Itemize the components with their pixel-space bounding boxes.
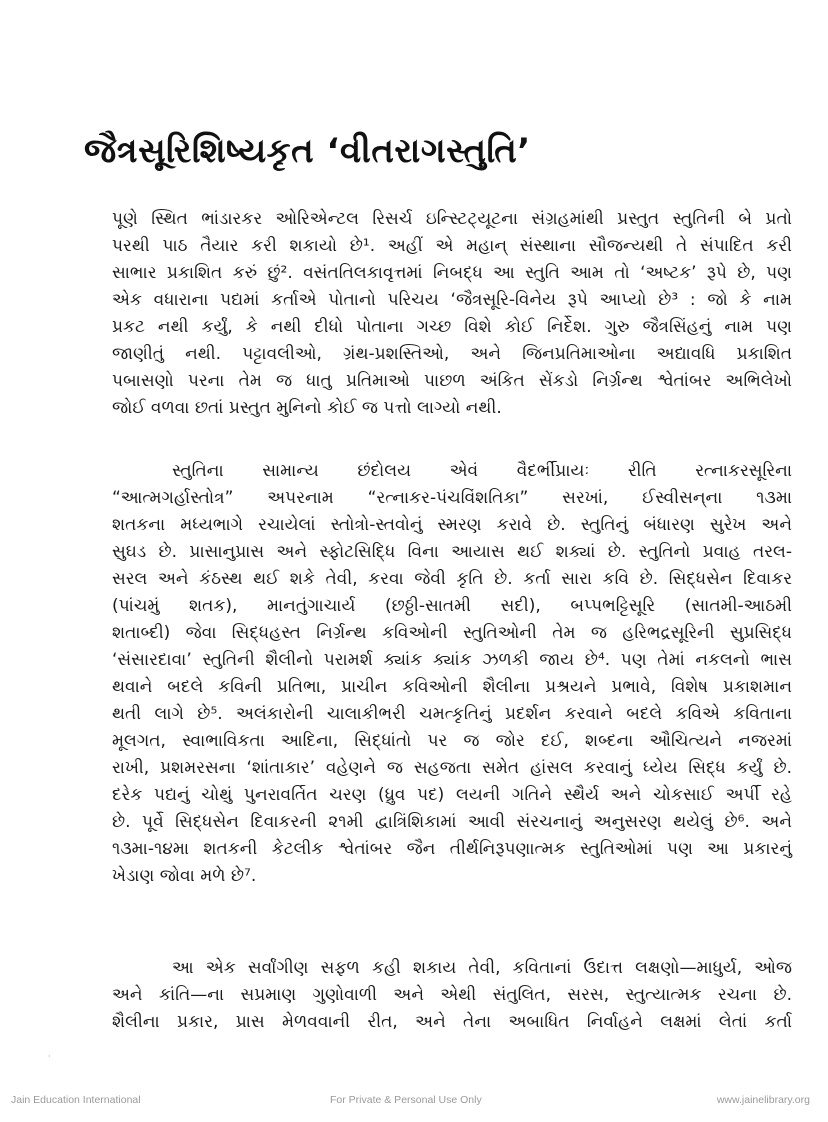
paragraph-2 — [112, 458, 792, 890]
text-line: એક વધારાના પદ્યમાં કર્તાએ પોતાનો પરિચય ‘જૈત્રસૂરિ-વિનેય રૂપે આપ્યો છે³ : જો કે નામ — [112, 290, 792, 310]
footer-publisher: Jain Education International — [11, 1094, 141, 1106]
text-line: સુઘડ છે. પ્રાસાનુપ્રાસ અને સ્ફોટસિદ્ધિ વિના આયાસ થઈ શક્યાં છે. સ્તુતિનો પ્રવાહ તરલ- — [112, 542, 792, 562]
text-line: શતકના મધ્યભાગે રચાયેલાં સ્તોત્રો-સ્તવોનું સ્મરણ કરાવે છે. સ્તુતિનું બંધારણ સુરેખ અને — [112, 515, 792, 535]
page-footer — [0, 1094, 828, 1114]
text-line: પૂણે સ્થિત ભાંડારકર ઓરિએન્ટલ રિસર્ચ ઇન્સ્ટિટ્યૂટના સંગ્રહમાંથી પ્રસ્તુત સ્તુતિની બે પ્રતો — [112, 209, 792, 229]
text-line: દરેક પદ્યનું ચોથું પુનરાવર્તિત ચરણ (ધ્રુવ પદ) લયની ગતિને સ્થૈર્ય અને ચોકસાઈ અર્પી રહે — [112, 785, 792, 805]
text-line: પરથી પાઠ તૈયાર કરી શકાયો છે¹. અહીં એ મહાન્ સંસ્થાના સૌજન્યથી તે સંપાદિત કરી — [112, 236, 792, 256]
text-line: ‘સંસારદાવા’ સ્તુતિની શૈલીનો પરામર્શ ક્યાંક ક્યાંક ઝળકી જાય છે⁴. પણ તેમાં નકલનો ભાસ — [112, 650, 792, 670]
text-line: પ્રકટ નથી કર્યું, કે નથી દીધો પોતાના ગચ્છ વિશે કોઈ નિર્દેશ. ગુરુ જૈત્રસિંહનું નામ પણ — [112, 317, 792, 337]
paragraph-1 — [112, 206, 792, 422]
footer-website-link[interactable]: www.jainelibrary.org — [716, 1094, 810, 1106]
text-line: જોઈ વળવા છતાં પ્રસ્તુત મુનિનો કોઈ જ પત્તો લાગ્યો નથી. — [112, 398, 502, 418]
text-line: છે. પૂર્વે સિદ્ધસેન દિવાકરની ૨૧મી દ્વાત્રિંશિકામાં આવી સંરચનાનું અનુસરણ થયેલું છે⁶. અને — [112, 812, 792, 832]
text-line: સાભાર પ્રકાશિત કરું છું². વસંતતિલકાવૃત્તમાં નિબદ્ધ આ સ્તુતિ આમ તો ‘અષ્ટક’ રૂપે છે, પણ — [112, 263, 792, 283]
text-line: મૂલગત, સ્વાભાવિકતા આદિના, સિદ્ધાંતો પર જ જોર દઈ, શબ્દના ઔચિત્યને નજરમાં — [112, 731, 792, 751]
text-line: આ એક સર્વાંગીણ સફળ કહી શકાય તેવી, કવિતાનાં ઉદાત્ત લક્ષણો—માધુર્ય, ઓજ — [172, 958, 792, 978]
text-line: શૈલીના પ્રકાર, પ્રાસ મેળવવાની રીત, અને તેના અબાધિત નિર્વાહને લક્ષમાં લેતાં કર્તા — [112, 1012, 792, 1032]
text-line: (પાંચમું શતક), માનતુંગાચાર્ય (છઠ્ઠી-સાતમી સદી), બપ્પભટ્ટિસૂરિ (સાતમી-આઠમી — [112, 596, 792, 616]
scan-speck: · — [48, 1052, 51, 1061]
text-line: શતાબ્દી) જેવા સિદ્ધહસ્ત નિર્ગ્રન્થ કવિઓની સ્તુતિઓની તેમ જ હરિભદ્રસૂરિની સુપ્રસિદ્ધ — [112, 623, 792, 643]
text-line: થતી લાગે છે⁵. અલંકારોની ચાલાકીભરી ચમત્કૃતિનું પ્રદર્શન કરવાને બદલે કવિએ કવિતાના — [112, 704, 792, 724]
text-line: “આત્મગર્હાસ્તોત્ર” અપરનામ “રત્નાકર-પંચવિંશતિકા” સરખાં, ઈસ્વીસન્‌ના ૧૩મા — [112, 488, 792, 508]
paragraph-3 — [112, 955, 792, 1036]
page-title: જૈત્રસૂરિશિષ્યકૃત ‘વીતરાગસ્તુતિ’ — [84, 130, 531, 171]
text-line: અને કાંતિ—ના સપ્રમાણ ગુણોવાળી અને એથી સંતુલિત, સરસ, સ્તુત્યાત્મક રચના છે. — [112, 985, 792, 1005]
text-line: સરલ અને કંઠસ્થ થઈ શકે તેવી, કરવા જેવી કૃતિ છે. કર્તા સારા કવિ છે. સિદ્ધસેન દિવાકર — [112, 569, 792, 589]
text-line: જાણીતું નથી. પટ્ટાવલીઓ, ગ્રંથ-પ્રશસ્તિઓ, અને જિનપ્રતિમાઓના અદ્યાવધિ પ્રકાશિત — [112, 344, 792, 364]
text-line: પબાસણો પરના તેમ જ ધાતુ પ્રતિમાઓ પાછળ અંકિત સેંકડો નિર્ગ્રન્થ શ્વેતાંબર અભિલેખો — [112, 371, 792, 391]
text-line: સ્તુતિના સામાન્ય છંદોલય એવં વૈદર્ભીપ્રાયઃ રીતિ રત્નાકરસૂરિના — [172, 461, 792, 481]
footer-usage-notice: For Private & Personal Use Only — [330, 1094, 482, 1106]
text-line: ૧૩મા-૧૪મા શતકની કેટલીક શ્વેતાંબર જૈન તીર્થનિરૂપણાત્મક સ્તુતિઓમાં પણ આ પ્રકારનું — [112, 839, 792, 859]
text-line: ખેડાણ જોવા મળે છે⁷. — [112, 866, 257, 886]
text-line: રાખી, પ્રશમરસના ‘શાંતાકાર’ વહેણને જ સહજતા સમેત હાંસલ કરવાનું ધ્યેય સિદ્ધ કર્યું છે. — [112, 758, 792, 778]
text-line: થવાને બદલે કવિની પ્રતિભા, પ્રાચીન કવિઓની શૈલીના પ્રશ્રયને પ્રભાવે, વિશેષ પ્રકાશમાન — [112, 677, 792, 697]
